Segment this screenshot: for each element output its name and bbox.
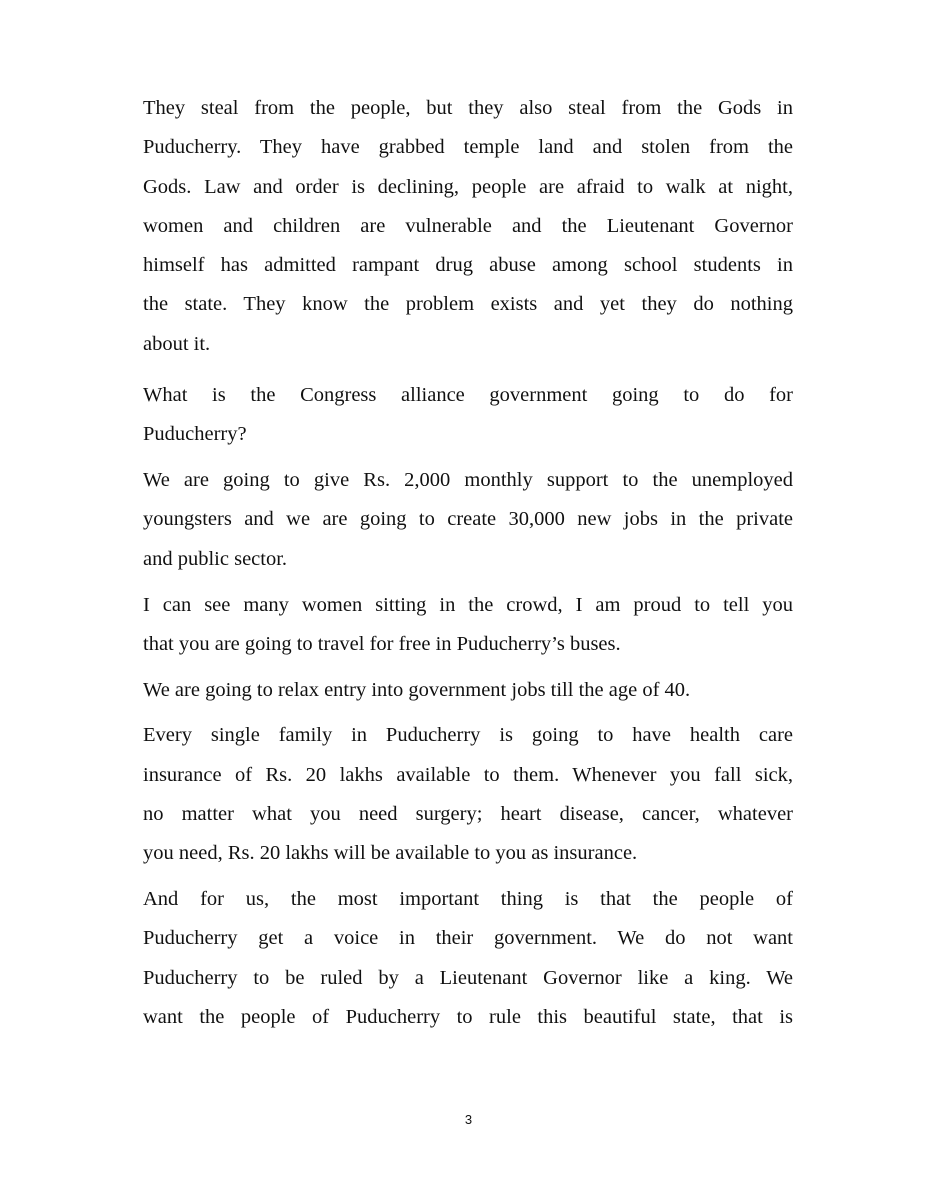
paragraph <box>143 880 793 1037</box>
text-line: himself has admitted rampant drug abuse among school students in <box>143 254 793 277</box>
text-line: Puducherry to be ruled by a Lieutenant Governor like a king. We <box>143 966 793 989</box>
text-line: Puducherry. They have grabbed temple land and stolen from the <box>143 136 793 159</box>
text-line: youngsters and we are going to create 30,000 new jobs in the private <box>143 508 793 531</box>
paragraph <box>143 671 793 710</box>
paragraph <box>143 586 793 665</box>
text-line: women and children are vulnerable and the Lieutenant Governor <box>143 214 793 237</box>
text-line: What is the Congress alliance government going to do for <box>143 384 793 407</box>
text-line: And for us, the most important thing is that the people of <box>143 888 793 911</box>
document-body <box>143 89 793 1044</box>
paragraph <box>143 716 793 873</box>
text-line: about it. <box>143 332 211 355</box>
text-line: no matter what you need surgery; heart disease, cancer, whatever <box>143 803 793 826</box>
text-line: Every single family in Puducherry is going to have health care <box>143 724 793 747</box>
page-number: 3 <box>464 1112 473 1127</box>
paragraph <box>143 461 793 579</box>
text-line: They steal from the people, but they also steal from the Gods in <box>143 97 793 119</box>
text-line: We are going to relax entry into government jobs till the age of 40. <box>143 678 691 701</box>
text-line: the state. They know the problem exists and yet they do nothing <box>143 293 793 316</box>
text-line: We are going to give Rs. 2,000 monthly support to the unemployed <box>143 469 793 492</box>
text-line: want the people of Puducherry to rule this beautiful state, that is <box>143 1006 793 1029</box>
text-line: that you are going to travel for free in Puducherry’s buses. <box>143 632 621 655</box>
text-line: Puducherry get a voice in their government. We do not want <box>143 927 793 950</box>
paragraph <box>143 89 793 364</box>
text-line: and public sector. <box>143 547 288 570</box>
text-line: Puducherry? <box>143 423 247 446</box>
text-line: you need, Rs. 20 lakhs will be available to you as insurance. <box>143 842 638 865</box>
text-line: I can see many women sitting in the crowd, I am proud to tell you <box>143 593 793 616</box>
text-line: Gods. Law and order is declining, people are afraid to walk at night, <box>143 175 793 198</box>
text-line: insurance of Rs. 20 lakhs available to them. Whenever you fall sick, <box>143 763 793 786</box>
paragraph <box>143 376 793 455</box>
